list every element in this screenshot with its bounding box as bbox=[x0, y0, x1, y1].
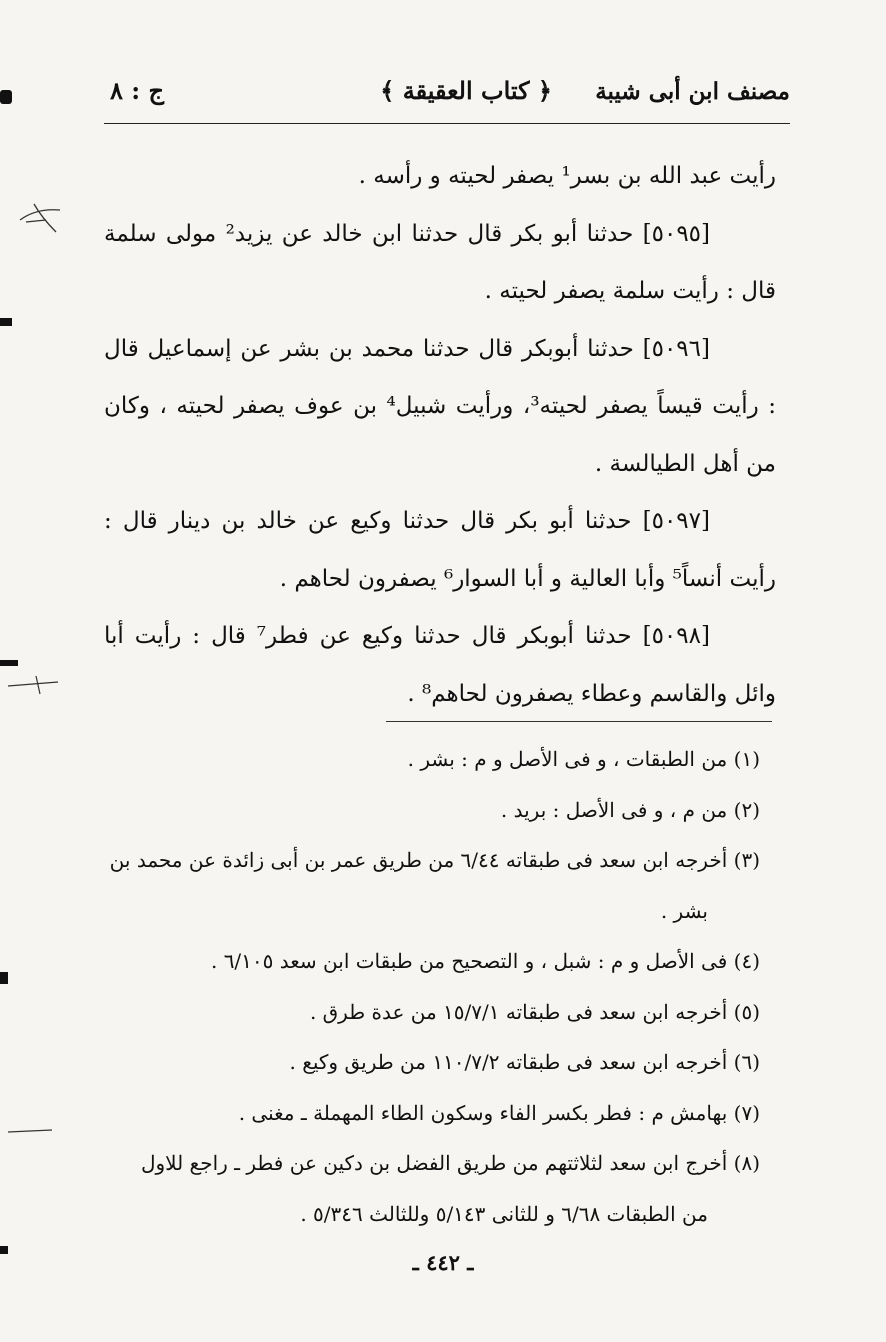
paragraph-5096: [٥٠٩٦] حدثنا أبوبكر قال حدثنا محمد بن بشر عن إسماعيل قال : رأيت قيساً يصفر لحيته³، ورأيت شبيل⁴ بن عوف يصفر لحيته ، وكان من أهل الطيالسة . bbox=[104, 335, 776, 477]
header-book-title: ﴿ كتاب العقيقة ﴾ bbox=[380, 76, 552, 105]
scan-mark bbox=[0, 318, 12, 326]
paragraph-5097: [٥٠٩٧] حدثنا أبو بكر قال حدثنا وكيع عن خالد بن دينار قال : رأيت أنساً⁵ وأبا العالية و أبا السوار⁶ يصفرون لحاهم . bbox=[104, 508, 776, 592]
paragraph-5095: [٥٠٩٥] حدثنا أبو بكر قال حدثنا ابن خالد عن يزيد² مولى سلمة قال : رأيت سلمة يصفر لحيته . bbox=[104, 220, 776, 304]
running-header bbox=[104, 70, 790, 116]
header-rule bbox=[104, 123, 790, 124]
scan-mark bbox=[0, 660, 18, 666]
footnote-3: (٣) أخرجه ابن سعد فى طبقاته ٦/٤٤ من طريق عمر بن أبى زائدة عن محمد بن bbox=[109, 848, 760, 872]
paragraph: رأيت عبد الله بن بسر¹ يصفر لحيته و رأسه . bbox=[358, 163, 776, 189]
page-number: ـ ٤٤٢ ـ bbox=[412, 1250, 474, 1275]
margin-scribble bbox=[6, 672, 66, 698]
scan-mark bbox=[0, 90, 12, 104]
margin-scribble bbox=[6, 1124, 56, 1138]
footnote-separator bbox=[386, 721, 772, 722]
main-text bbox=[104, 148, 776, 723]
paragraph-5098: [٥٠٩٨] حدثنا أبوبكر قال حدثنا وكيع عن فطر⁷ قال : رأيت أبا وائل والقاسم وعطاء يصفرون لحاهم⁸ . bbox=[104, 623, 776, 707]
footnote-8: (٨) أخرج ابن سعد لثلاثتهم من طريق الفضل بن دكين عن فطر ـ راجع للاول bbox=[140, 1151, 760, 1175]
footnote-7: (٧) بهامش م : فطر بكسر الفاء وسكون الطاء المهملة ـ مغنى . bbox=[238, 1100, 760, 1125]
footnotes bbox=[96, 734, 760, 1239]
footnote-6: (٦) أخرجه ابن سعد فى طبقاته ١١٠/٧/٢ من طريق وكيع . bbox=[289, 1050, 760, 1074]
header-title: مصنف ابن أبى شيبة bbox=[595, 78, 790, 105]
footnote-1: (١) من الطبقات ، و فى الأصل و م : بشر . bbox=[407, 747, 760, 771]
margin-scribble bbox=[16, 200, 66, 236]
scan-mark bbox=[0, 1246, 8, 1254]
footnote-8-continuation: من الطبقات ٦/٦٨ و للثانى ٥/١٤٣ وللثالث ٥/٣٤٦ . bbox=[300, 1201, 708, 1226]
scan-mark bbox=[0, 972, 8, 984]
footnote-3-continuation: بشر . bbox=[660, 898, 708, 923]
footnote-4: (٤) فى الأصل و م : شبل ، و التصحيح من طبقات ابن سعد ٦/١٠٥ . bbox=[210, 949, 760, 973]
footnote-5: (٥) أخرجه ابن سعد فى طبقاته ١٥/٧/١ من عدة طرق . bbox=[309, 999, 760, 1024]
footnote-2: (٢) من م ، و فى الأصل : بريد . bbox=[500, 797, 760, 822]
header-volume: ج : ٨ bbox=[110, 76, 164, 105]
